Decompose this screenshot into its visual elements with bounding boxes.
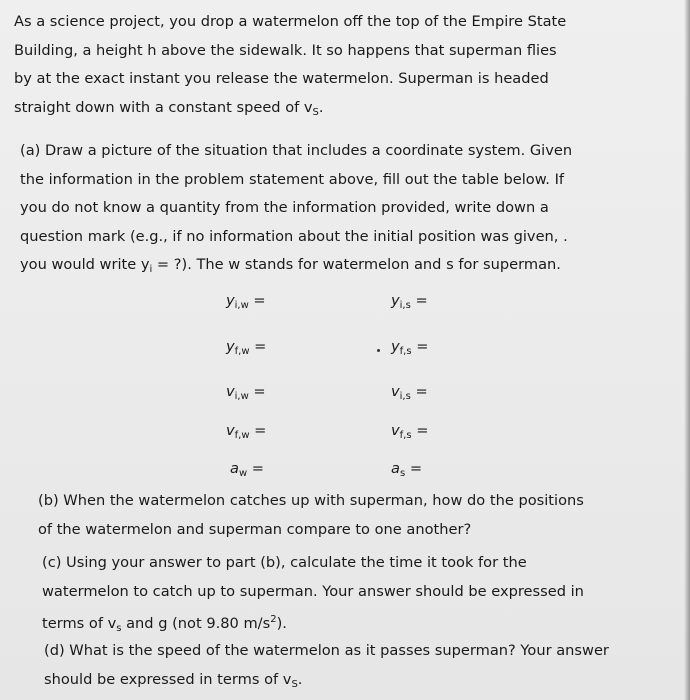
table-cell-a-w (230, 455, 264, 489)
variable-subscript: f,s (399, 346, 412, 357)
equals-sign: = (415, 383, 428, 400)
variable-symbol: v (226, 422, 235, 439)
table-cell-v-f-w (226, 417, 266, 451)
part-a-subscript: i (149, 264, 153, 276)
variable-subscript: f,w (234, 430, 250, 441)
equals-sign: = (416, 338, 429, 355)
part-a-line-rest: = ?). The w stands for watermelon and s for superman. (152, 256, 561, 274)
variable-symbol: y (226, 292, 235, 309)
part-c-text: terms of v (42, 615, 117, 633)
variable-subscript: i,s (399, 391, 411, 402)
table-cell-a-s (391, 455, 422, 489)
part-a-line-text: you would write y (20, 256, 150, 274)
equals-sign: = (254, 422, 267, 439)
part-c-text: and g (not 9.80 m/s (121, 615, 271, 633)
variable-subscript: i,w (234, 391, 249, 402)
variable-subscript: f,s (399, 430, 412, 441)
intro-line: As a science project, you drop a watermelon off the top of the Empire State (14, 13, 567, 30)
variable-symbol: y (391, 338, 400, 355)
variable-symbol: a (391, 460, 400, 477)
table-cell-y-i-s (391, 287, 428, 321)
variable-symbol: v (391, 383, 400, 400)
table-cell-y-f-s (391, 333, 428, 367)
part-a-paragraph (20, 137, 572, 285)
part-b-paragraph (38, 487, 584, 544)
intro-line (14, 94, 566, 128)
intro-paragraph (14, 8, 566, 127)
part-d-text: . (297, 670, 303, 688)
part-c-paragraph (42, 549, 584, 644)
page-edge-shadow (684, 0, 690, 700)
equals-sign: = (253, 383, 266, 400)
equals-sign: = (254, 338, 267, 355)
intro-period: . (318, 98, 324, 116)
part-b-line: of the watermelon and superman compare to one another? (38, 520, 472, 538)
table-cell-y-f-w (226, 333, 266, 367)
variable-symbol: v (391, 422, 400, 439)
part-a-line: (a) Draw a picture of the situation that includes a coordinate system. Given (20, 142, 573, 159)
variable-subscript: f,w (234, 346, 250, 357)
variable-subscript: s (399, 468, 406, 479)
part-b-line: (b) When the watermelon catches up with superman, how do the positions (38, 492, 584, 509)
variable-symbol: y (391, 292, 400, 309)
part-c-line: (c) Using your answer to part (b), calculate the time it took for the (42, 554, 527, 571)
part-d-paragraph (44, 637, 609, 699)
part-c-superscript: 2 (270, 614, 277, 626)
stray-dot (377, 349, 380, 352)
part-d-line: (d) What is the speed of the watermelon as it passes superman? Your answer (44, 642, 609, 659)
equals-sign: = (251, 460, 265, 477)
intro-line: by at the exact instant you release the watermelon. Superman is headed (14, 70, 549, 88)
intro-subscript: S (312, 106, 319, 118)
part-c-subscript: s (116, 623, 122, 635)
equals-sign: = (416, 422, 429, 439)
part-d-text: should be expressed in terms of v (44, 670, 292, 688)
intro-line-text: straight down with a constant speed of v (14, 98, 313, 116)
intro-line: Building, a height h above the sidewalk. It so happens that superman flies (14, 41, 557, 59)
part-a-line: the information in the problem statement above, fill out the table below. If (20, 170, 565, 188)
part-a-line (20, 251, 572, 285)
table-cell-v-f-s (391, 417, 428, 451)
variable-symbol: y (226, 338, 235, 355)
part-d-subscript: S (291, 678, 298, 690)
equals-sign: = (415, 292, 428, 309)
table-cell-v-i-w (226, 378, 266, 412)
equals-sign: = (409, 460, 423, 477)
table-cell-y-i-w (226, 287, 266, 321)
variable-subscript: w (238, 468, 248, 479)
equals-sign: = (253, 292, 266, 309)
part-a-line: question mark (e.g., if no information about the initial position was given, . (20, 227, 568, 245)
variable-symbol: a (230, 460, 239, 477)
part-c-text: ). (276, 615, 287, 633)
table-cell-v-i-s (391, 378, 428, 412)
variable-subscript: i,w (234, 300, 249, 311)
part-a-line: you do not know a quantity from the information provided, write down a (20, 199, 549, 217)
part-d-line (44, 666, 609, 700)
variable-subscript: i,s (399, 300, 411, 311)
part-c-line: watermelon to catch up to superman. Your answer should be expressed in (42, 582, 584, 600)
variable-symbol: v (226, 383, 235, 400)
